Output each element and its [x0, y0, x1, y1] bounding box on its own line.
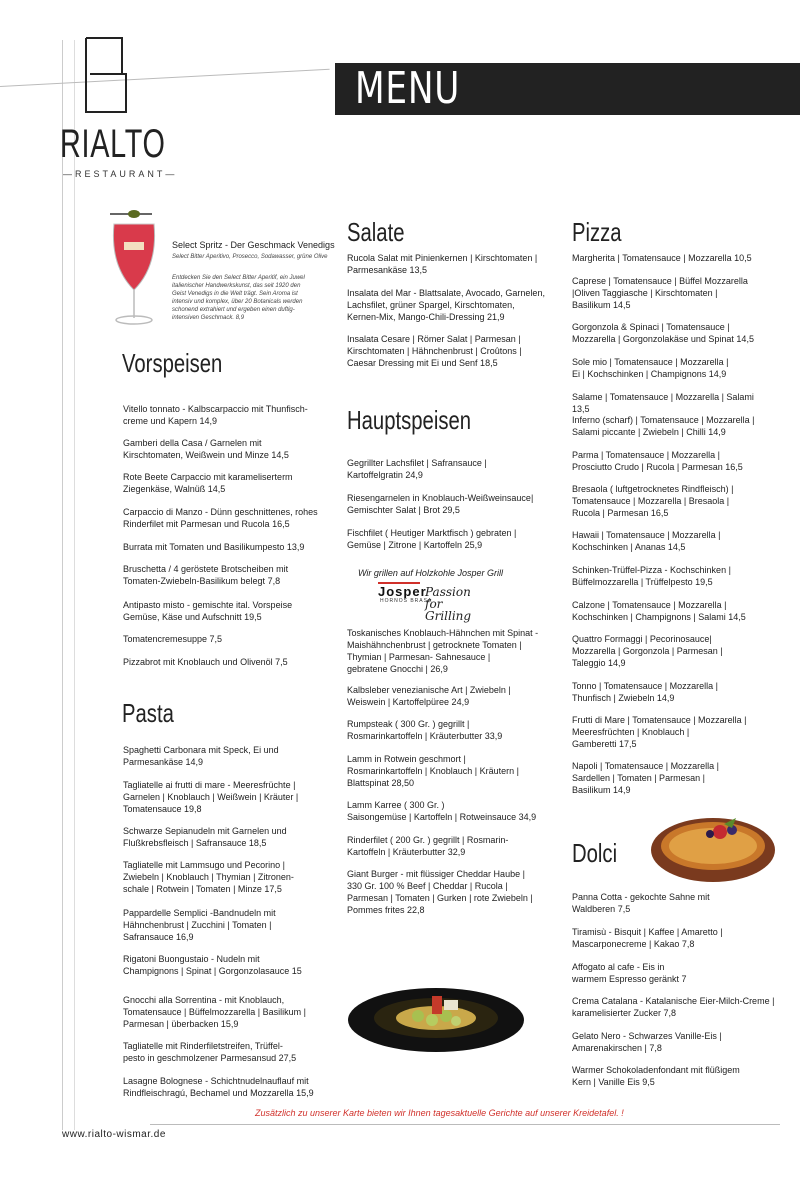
menu-item: Schinken-Trüffel-Pizza - Kochschinken | Büffelmozzarella | Trüffelpesto 19,5: [572, 565, 731, 587]
menu-item: Kalbsleber venezianische Art | Zwiebeln | Weiswein | Kartoffelpüree 24,9: [347, 685, 511, 707]
menu-item: Tagliatelle mit Rinderfiletstreifen, Trüffel- pesto in geschmolzener Parmesansud 27,5: [123, 1041, 297, 1063]
menu-item: Burrata mit Tomaten und Basilikumpesto 13,9: [123, 542, 305, 552]
spritz-glass-image: [104, 206, 168, 330]
footer-divider: [150, 1124, 780, 1125]
menu-item: Lamm Karree ( 300 Gr. ) Saisongemüse | Kartoffeln | Rotweinsauce 34,9: [347, 800, 537, 822]
grill-note: Wir grillen auf Holzkohle Josper Grill: [358, 568, 503, 578]
menu-item: Rumpsteak ( 300 Gr. ) gegrillt | Rosmarinkartoffeln | Kräuterbutter 33,9: [347, 719, 503, 741]
menu-item: Tagliatelle ai frutti di mare - Meeresfrüchte | Garnelen | Knoblauch | Weißwein | Kräuter | Tomatensauce 19,8: [123, 780, 299, 814]
menu-item: Quattro Formaggi | Pecorinosauce| Mozzarella | Gorgonzola | Parmesan | Taleggio 14,9: [572, 634, 723, 668]
section-title-pasta: Pasta: [122, 698, 174, 728]
menu-item: Gnocchi alla Sorrentina - mit Knoblauch, Tomatensauce | Büffelmozzarella | Basilikum | Parmesan | überbacken 15,9: [123, 995, 306, 1029]
menu-item: Crema Catalana - Katalanische Eier-Milch-Creme | karamelisierter Zucker 7,8: [572, 996, 775, 1018]
menu-item: Tiramisù - Bisquit | Kaffee | Amaretto | Mascarponecreme | Kakao 7,8: [572, 927, 723, 949]
spritz-description: Entdecken Sie den Select Bitter Aperitif, ein Juwel italienischer Handwerkskunst, das seit 1920 den Geist Venedigs in die Welt trägt. Sein Aroma ist intensiv und komplex, über 20 Botanicals werden schonend extrahiert und ergeben einen duftig-intensiven Geschmack. 8,9: [172, 275, 305, 321]
menu-item: Gegrillter Lachsfilet | Safransauce | Kartoffelgratin 24,9: [347, 458, 487, 480]
menu-item: Antipasto misto - gemischte ital. Vorspeise Gemüse, Käse und Aufschnitt 19,5: [123, 600, 293, 622]
logo-frame-line: [74, 40, 75, 1130]
menu-item: Pappardelle Semplici -Bandnudeln mit Hähnchenbrust | Zucchini | Tomaten | Safransauce 16,9: [123, 908, 276, 942]
menu-item: Bresaola ( luftgetrocknetes Rindfleisch) | Tomatensauce | Mozzarella | Bresaola | Rucola | Parmesan 16,5: [572, 484, 734, 518]
menu-item: Spaghetti Carbonara mit Speck, Ei und Parmesankäse 14,9: [123, 745, 279, 767]
footer-note: Zusätzlich zu unserer Karte bieten wir Ihnen tagesaktuelle Gerichte auf unserer Kreidetafel. !: [255, 1108, 624, 1118]
menu-item: Parma | Tomatensauce | Mozzarella | Prosciutto Crudo | Rucola | Parmesan 16,5: [572, 450, 743, 472]
website-link[interactable]: www.rialto-wismar.de: [62, 1129, 166, 1140]
menu-item: Frutti di Mare | Tomatensauce | Mozzarella | Meeresfrüchten | Knoblauch | Gamberetti 17,5: [572, 715, 747, 749]
menu-item: Insalata del Mar - Blattsalate, Avocado, Garnelen, Lachsfilet, grüner Spargel, Kirschtomaten, Kernen-Mix, Mango-Chili-Dressing 21,9: [347, 288, 545, 322]
menu-item: Salame | Tomatensauce | Mozzarella | Salami 13,5: [572, 392, 754, 414]
menu-item: Schwarze Sepianudeln mit Garnelen und Flußkrebsfleisch | Safransauce 18,5: [123, 826, 287, 848]
menu-item: Vitello tonnato - Kalbscarpaccio mit Thunfisch- creme und Kapern 14,9: [123, 404, 308, 426]
menu-item: Warmer Schokoladenfondant mit flüßigem Kern | Vanille Eis 9,5: [572, 1065, 740, 1087]
menu-item: Tagliatelle mit Lammsugo und Pecorino | Zwiebeln | Knoblauch | Thymian | Zitronen- schale | Rotwein | Tomaten | Minze 17,5: [123, 860, 294, 894]
menu-item: Gelato Nero - Schwarzes Vanille-Eis | Amarenakirschen | 7,8: [572, 1031, 722, 1053]
menu-item: Pizzabrot mit Knoblauch und Olivenöl 7,5: [123, 657, 288, 667]
menu-item: Calzone | Tomatensauce | Mozzarella | Kochschinken | Champignons | Salami 14,5: [572, 600, 746, 622]
creme-brulee-image: [648, 808, 778, 886]
menu-item: Sole mio | Tomatensauce | Mozzarella | Ei | Kochschinken | Champignons 14,9: [572, 357, 729, 379]
menu-item: Tonno | Tomatensauce | Mozzarella | Thunfisch | Zwiebeln 14,9: [572, 681, 718, 703]
menu-item: Toskanisches Knoblauch-Hähnchen mit Spinat - Maishähnchenbrust | getrocknete Tomaten | Thymian | Parmesan- Sahnesauce | gebratene Gnocchi | 26,9: [347, 628, 539, 674]
section-title-hauptspeisen: Hauptspeisen: [347, 405, 472, 435]
menu-item: Lamm in Rotwein geschmort | Rosmarinkartoffeln | Knoblauch | Kräutern | Blattspinat 28,50: [347, 754, 519, 788]
logo-mark-icon: [82, 36, 132, 116]
logo-subtitle: —RESTAURANT—: [63, 169, 178, 179]
menu-item: Carpaccio di Manzo - Dünn geschnittenes, rohes Rinderfilet mit Parmesan und Rucola 16,5: [123, 507, 318, 529]
spritz-title: Select Spritz - Der Geschmack Venedigs: [172, 240, 335, 250]
josper-logo: Josper: [378, 584, 427, 599]
menu-title: MENU: [355, 63, 461, 114]
menu-item: Rigatoni Buongustaio - Nudeln mit Champignons | Spinat | Gorgonzolasauce 15: [123, 954, 302, 976]
josper-logo-sub: HORNOS BRASA: [380, 598, 433, 604]
menu-item: Napoli | Tomatensauce | Mozzarella | Sardellen | Tomaten | Parmesan | Basilikum 14,9: [572, 761, 719, 795]
passion-for-grilling-logo: Passion for Grilling: [425, 585, 472, 623]
menu-item: Gamberi della Casa / Garnelen mit Kirschtomaten, Weißwein und Minze 14,5: [123, 438, 289, 460]
gnocchi-plate-image: [346, 972, 526, 1056]
menu-item: Gorgonzola & Spinaci | Tomatensauce | Mozzarella | Gorgonzolakäse und Spinat 14,5: [572, 322, 754, 344]
logo-frame-line: [62, 40, 63, 1130]
menu-item: Giant Burger - mit flüssiger Cheddar Haube | 330 Gr. 100 % Beef | Cheddar | Rucola | Parmesan | Tomaten | Gurken | rote Zwiebeln | Pommes frites 22,8: [347, 869, 533, 915]
menu-item: Affogato al cafe - Eis in warmem Espresso geränkt 7: [572, 962, 687, 984]
logo-name: RIALTO: [60, 122, 166, 166]
menu-item: Rinderfilet ( 200 Gr. ) gegrillt | Rosmarin- Kartoffeln | Kräuterbutter 32,9: [347, 835, 509, 857]
menu-item: Inferno (scharf) | Tomatensauce | Mozzarella | Salami piccante | Zwiebeln | Chilli 14,9: [572, 415, 755, 437]
menu-item: Margherita | Tomatensauce | Mozzarella 10,5: [572, 253, 752, 263]
menu-item: Lasagne Bolognese - Schichtnudelnauflauf mit Rindfleischragú, Bechamel und Mozzarella 15,9: [123, 1076, 314, 1098]
menu-item: Rucola Salat mit Pinienkernen | Kirschtomaten | Parmesankäse 13,5: [347, 253, 538, 275]
section-title-salate: Salate: [347, 217, 405, 247]
menu-item: Hawaii | Tomatensauce | Mozzarella | Kochschinken | Ananas 14,5: [572, 530, 721, 552]
menu-item: Insalata Cesare | Römer Salat | Parmesan | Kirschtomaten | Hähnchenbrust | Croûtons | Caesar Dressing mit Ei und Senf 18,5: [347, 334, 522, 368]
section-title-dolci: Dolci: [572, 838, 618, 868]
menu-item: Fischfilet ( Heutiger Marktfisch ) gebraten | Gemüse | Zitrone | Kartoffeln 25,9: [347, 528, 517, 550]
section-title-pizza: Pizza: [572, 217, 622, 247]
section-title-vorspeisen: Vorspeisen: [122, 348, 223, 378]
spritz-subtitle: Select Bitter Aperitivo, Prosecco, Sodawasser, grüne Olive: [172, 254, 328, 260]
menu-item: Panna Cotta - gekochte Sahne mit Waldberen 7,5: [572, 892, 710, 914]
menu-item: Bruschetta / 4 geröstete Brotscheiben mit Tomaten-Zwiebeln-Basilikum belegt 7,8: [123, 564, 289, 586]
menu-item: Rote Beete Carpaccio mit karameliserterm Ziegenkäse, Walnüß 14,5: [123, 472, 293, 494]
menu-item: Caprese | Tomatensauce | Büffel Mozzarella |Oliven Taggiasche | Kirschtomaten | Basilikum 14,5: [572, 276, 748, 310]
logo-frame-line: [0, 69, 330, 87]
menu-item: Riesengarnelen in Knoblauch-Weißweinsauce| Gemischter Salat | Brot 29,5: [347, 493, 534, 515]
menu-item: Tomatencremesuppe 7,5: [123, 634, 223, 644]
